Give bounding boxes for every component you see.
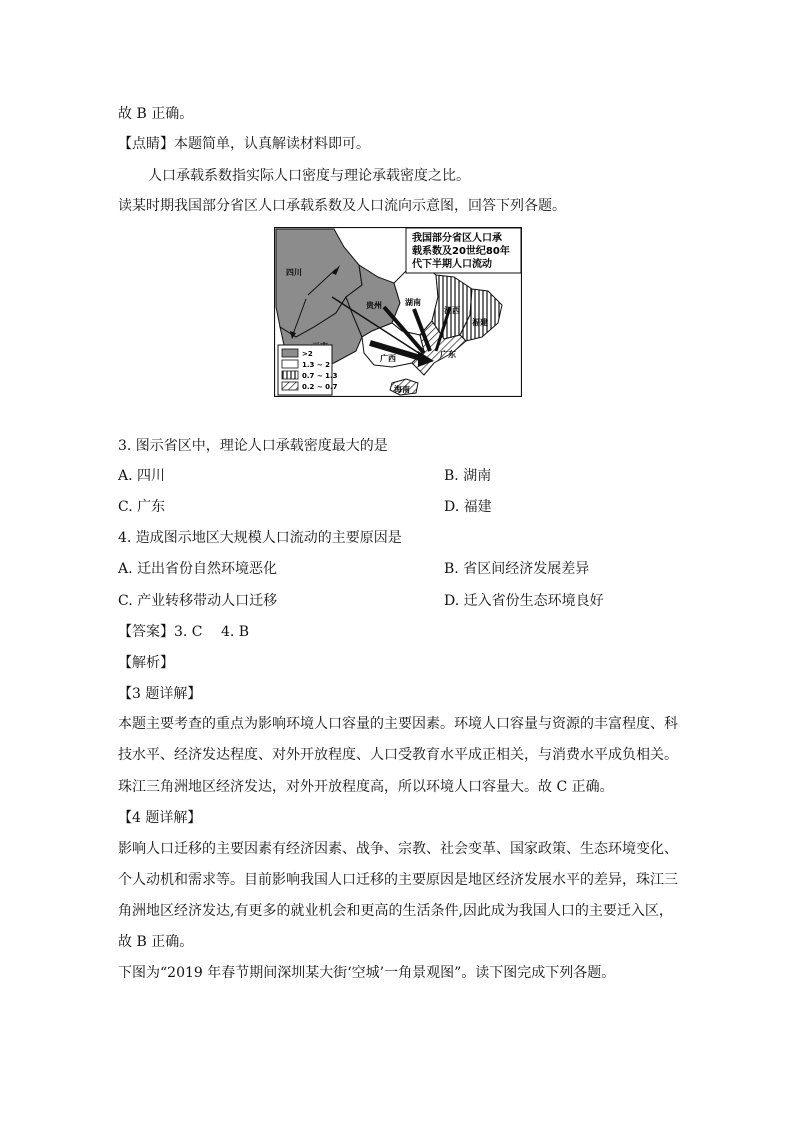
- label-guangxi: 广西: [380, 354, 396, 363]
- text-line: 角洲地区经济发达,有更多的就业机会和更高的生活条件,因此成为我国人口的主要迁入区，: [118, 903, 673, 919]
- label-fujian: 福建: [472, 318, 488, 327]
- population-map-figure: [274, 227, 522, 397]
- legend-label: 0.2 ~ 0.7: [302, 383, 338, 391]
- option-4c: C. 产业转移带动人口迁移: [118, 593, 278, 609]
- question-intro: 读某时期我国部分省区人口承载系数及人口流向示意图，回答下列各题。: [118, 198, 566, 214]
- text-line: 本题主要考查的重点为影响环境人口容量的主要因素。环境人口容量与资源的丰富程度、科: [118, 716, 678, 732]
- map-title-line: 代下半期人口流动: [412, 259, 492, 270]
- detail-3-heading: 【3 题详解】: [118, 686, 202, 702]
- option-4d: D. 迁入省份生态环境良好: [444, 593, 604, 609]
- legend-label: 0.7 ~ 1.3: [302, 372, 338, 380]
- map-title-line: 我国部分省区人口承: [412, 233, 502, 244]
- label-jiangxi: 江西: [444, 306, 460, 315]
- text-line: 故 B 正确。: [118, 106, 194, 122]
- label-guangdong: 广东: [440, 350, 456, 359]
- legend-label: 1.3 ~ 2: [302, 361, 331, 369]
- next-question-intro: 下图为“2019 年春节期间深圳某大街‘空城’一角景观图”。读下图完成下列各题。: [118, 965, 616, 981]
- label-guizhou: 贵州: [366, 301, 382, 310]
- text-line: 人口承载系数指实际人口密度与理论承载密度之比。: [148, 168, 470, 184]
- text-line: 个人动机和需求等。目前影响我国人口迁移的主要原因是地区经济发展水平的差异，珠江三: [118, 872, 678, 888]
- question-3: 3. 图示省区中，理论人口承载密度最大的是: [118, 438, 388, 454]
- option-3b: B. 湖南: [444, 468, 492, 484]
- detail-4-heading: 【4 题详解】: [118, 810, 202, 826]
- legend-label: >2: [302, 350, 313, 358]
- tip-heading: 【点睛】本题简单，认真解读材料即可。: [118, 136, 370, 152]
- option-3c: C. 广东: [118, 499, 166, 515]
- option-4b: B. 省区间经济发展差异: [444, 561, 590, 577]
- text-line: 故 B 正确。: [118, 934, 194, 950]
- option-3d: D. 福建: [444, 499, 492, 515]
- map-legend: [278, 345, 338, 395]
- text-line: 技水平、经济发达程度、对外开放程度、人口受教育水平成正相关，与消费水平成负相关。: [118, 747, 678, 763]
- label-hunan: 湖南: [405, 298, 421, 307]
- text-line: 珠江三角洲地区经济发达，对外开放程度高，所以环境人口容量大。故 C 正确。: [118, 779, 614, 795]
- option-4a: A. 迁出省份自然环境恶化: [118, 561, 278, 577]
- map-title-line: 载系数及20世纪80年: [412, 246, 510, 257]
- label-hainan: 海南: [394, 385, 410, 394]
- text-line: 影响人口迁移的主要因素有经济因素、战争、宗教、社会变革、国家政策、生态环境变化、: [118, 841, 678, 857]
- label-sichuan: 四川: [286, 268, 302, 277]
- option-3a: A. 四川: [118, 468, 166, 484]
- analysis-heading: 【解析】: [118, 655, 174, 671]
- answer-line: 【答案】3. C 4. B: [118, 624, 250, 640]
- question-4: 4. 造成图示地区大规模人口流动的主要原因是: [118, 530, 402, 546]
